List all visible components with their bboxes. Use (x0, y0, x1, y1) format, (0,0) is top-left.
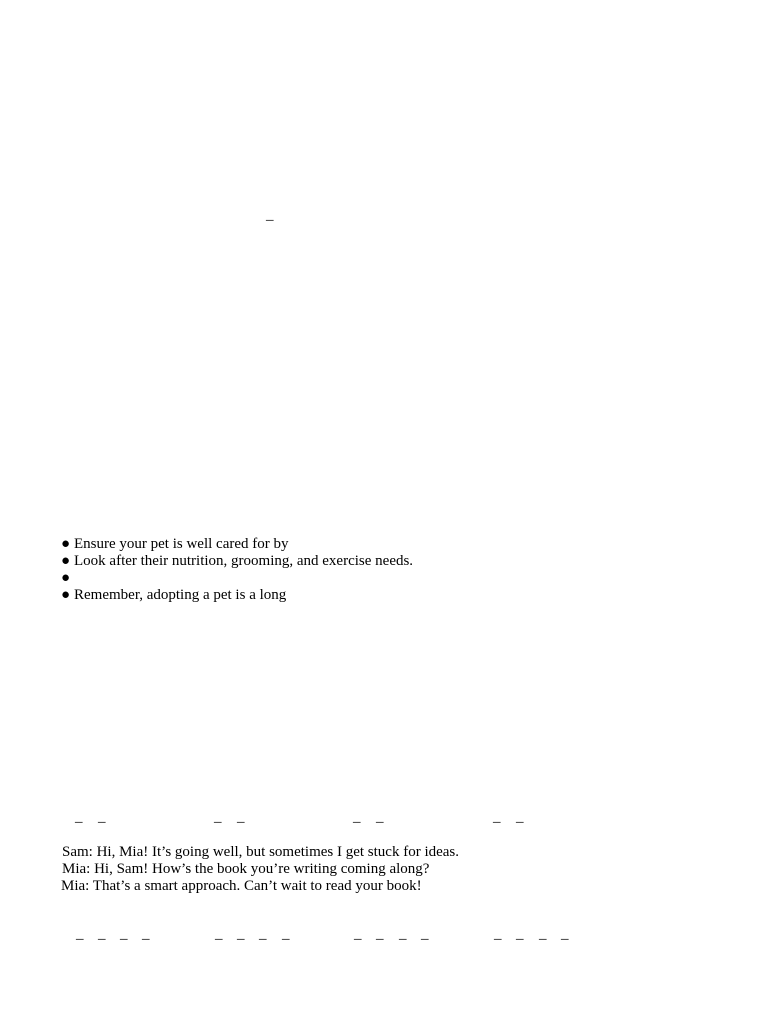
bullet-icon: ● (61, 553, 71, 569)
answer-blank: _ (539, 926, 547, 942)
dialogue-line: Mia: That’s a smart approach. Can’t wait to read your book! (61, 878, 422, 894)
list-item-text: Remember, adopting a pet is a long (74, 587, 287, 603)
answer-blank: _ (353, 809, 361, 825)
answer-blank: _ (76, 926, 84, 942)
list-item (46, 570, 286, 621)
answer-blank: _ (494, 926, 502, 942)
list-item-text: Look after their nutrition, grooming, and exercise needs. (74, 553, 414, 569)
answer-blank: _ (214, 809, 222, 825)
list-item-text: Ensure your pet is well cared for by (74, 536, 289, 552)
dialogue-line: Sam: Hi, Mia! It’s going well, but sometimes I get stuck for ideas. (62, 844, 460, 860)
bullet-icon: ● (61, 587, 71, 603)
answer-blank: _ (237, 926, 245, 942)
answer-blank: _ (259, 926, 267, 942)
bullet-icon: ● (61, 570, 71, 586)
blank-marker: _ (266, 207, 274, 223)
dialogue-line: Mia: Hi, Sam! How’s the book you’re writing coming along? (62, 861, 430, 877)
answer-blank: _ (354, 926, 362, 942)
answer-blank: _ (399, 926, 407, 942)
answer-blanks-row (0, 810, 768, 826)
answer-blanks-row (0, 927, 768, 943)
answer-blank: _ (215, 926, 223, 942)
answer-blank: _ (561, 926, 569, 942)
answer-blank: _ (376, 926, 384, 942)
bullet-icon: ● (61, 536, 71, 552)
answer-blank: _ (516, 926, 524, 942)
answer-blank: _ (142, 926, 150, 942)
answer-blank: _ (237, 809, 245, 825)
answer-blank: _ (282, 926, 290, 942)
answer-blank: _ (376, 809, 384, 825)
answer-blank: _ (493, 809, 501, 825)
answer-blank: _ (421, 926, 429, 942)
answer-blank: _ (75, 809, 83, 825)
answer-blank: _ (98, 809, 106, 825)
answer-blank: _ (98, 926, 106, 942)
answer-blank: _ (120, 926, 128, 942)
answer-blank: _ (516, 809, 524, 825)
